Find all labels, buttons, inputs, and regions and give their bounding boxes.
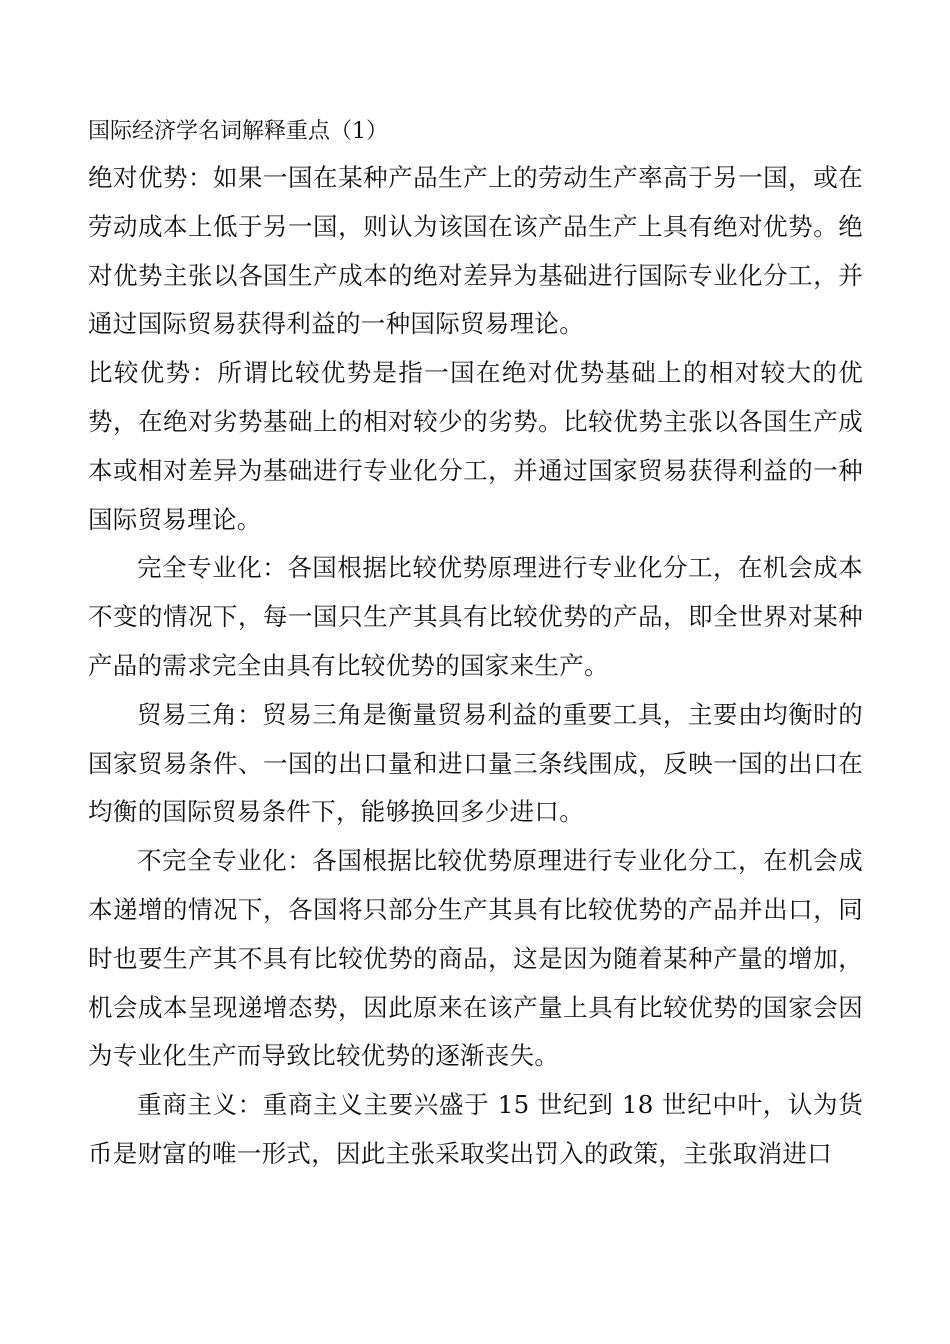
paragraph-absolute-advantage: 绝对优势：如果一国在某种产品生产上的劳动生产率高于另一国，或在劳动成本上低于另一国，则认为该国在该产品生产上具有绝对优势。绝对优势主张以各国生产成本的绝对差异为基础进行国际专业化分工，并通过国际贸易获得利益的一种国际贸易理论。 [88,163,863,339]
paragraph-mercantilism: 重商主义：重商主义主要兴盛于 15 世纪到 18 世纪中叶，认为货币是财富的唯一形式，因此主张采取奖出罚入的政策，主张取消进口 [88,1090,863,1168]
paragraph-incomplete-specialization: 不完全专业化：各国根据比较优势原理进行专业化分工，在机会成本递增的情况下，各国将只部分生产其具有比较优势的产品并出口，同时也要生产其不具有比较优势的商品，这是因为随着某种产量的增加，机会成本呈现递增态势，因此原来在该产量上具有比较优势的国家会因为专业化生产而导致比较优势的逐渐丧失。 [88,846,863,1071]
paragraph-trade-triangle: 贸易三角：贸易三角是衡量贸易利益的重要工具，主要由均衡时的国家贸易条件、一国的出口量和进口量三条线围成，反映一国的出口在均衡的国际贸易条件下，能够换回多少进口。 [88,699,863,827]
paragraph-comparative-advantage: 比较优势：所谓比较优势是指一国在绝对优势基础上的相对较大的优势，在绝对劣势基础上的相对较少的劣势。比较优势主张以各国生产成本或相对差异为基础进行专业化分工，并通过国家贸易获得利益的一种国际贸易理论。 [88,358,863,534]
document-body [88,115,863,1179]
paragraph-complete-specialization: 完全专业化：各国根据比较优势原理进行专业化分工，在机会成本不变的情况下，每一国只生产其具有比较优势的产品，即全世界对某种产品的需求完全由具有比较优势的国家来生产。 [88,553,863,680]
document-title: 国际经济学名词解释重点（1） [88,119,388,144]
